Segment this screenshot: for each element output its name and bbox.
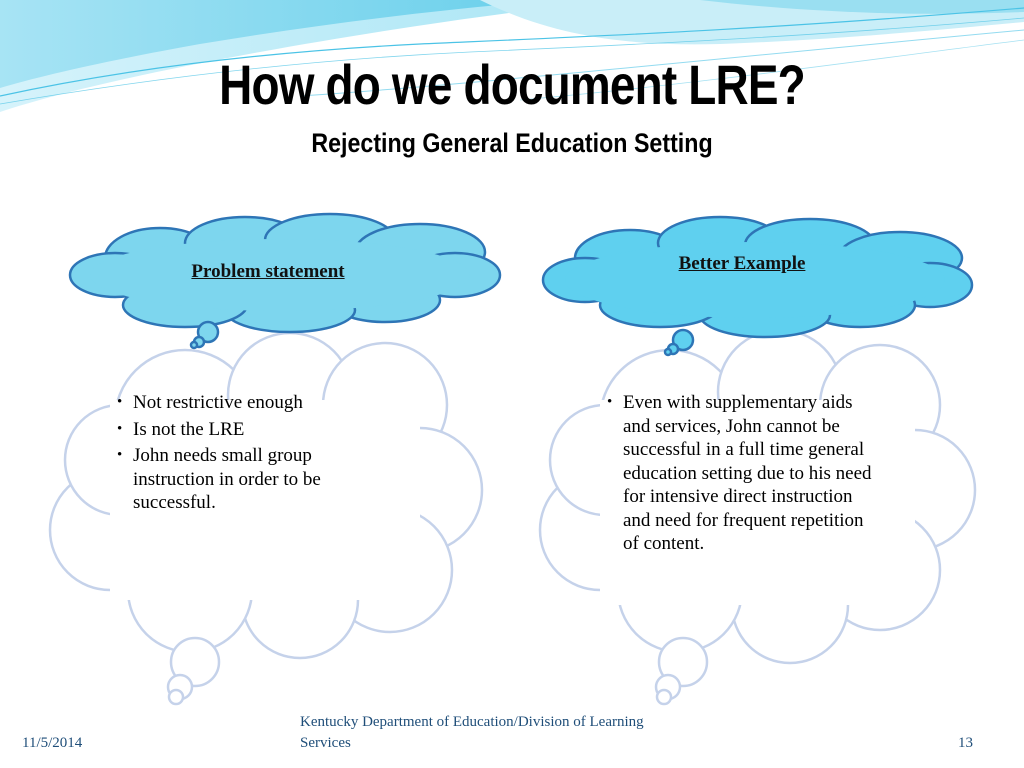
footer-organization: Kentucky Department of Education/Division of Learning Services [300,714,644,751]
better-example-label: Better Example [678,253,806,274]
list-item: • Even with supplementary aids and services, John cannot be successful in a full time general education setting due to his need for intensive direct instruction and need for frequent repetition of content. [607,391,877,556]
left-thought-cloud [50,333,482,704]
list-item: • John needs small group instruction in order to be successful. [117,444,397,515]
problem-statement-label: Problem statement [191,261,345,282]
list-item: • Is not the LRE [117,418,397,442]
right-label-cloud [543,217,972,355]
slide-title: How do we document LRE? [219,53,805,116]
problem-bullet-list [117,391,397,518]
list-item: • Not restrictive enough [117,391,397,415]
slide-number: 13 [958,735,973,751]
slide-subtitle: Rejecting General Education Setting [311,128,713,158]
footer-date: 11/5/2014 [22,735,83,751]
better-example-bullet-list [607,391,877,559]
